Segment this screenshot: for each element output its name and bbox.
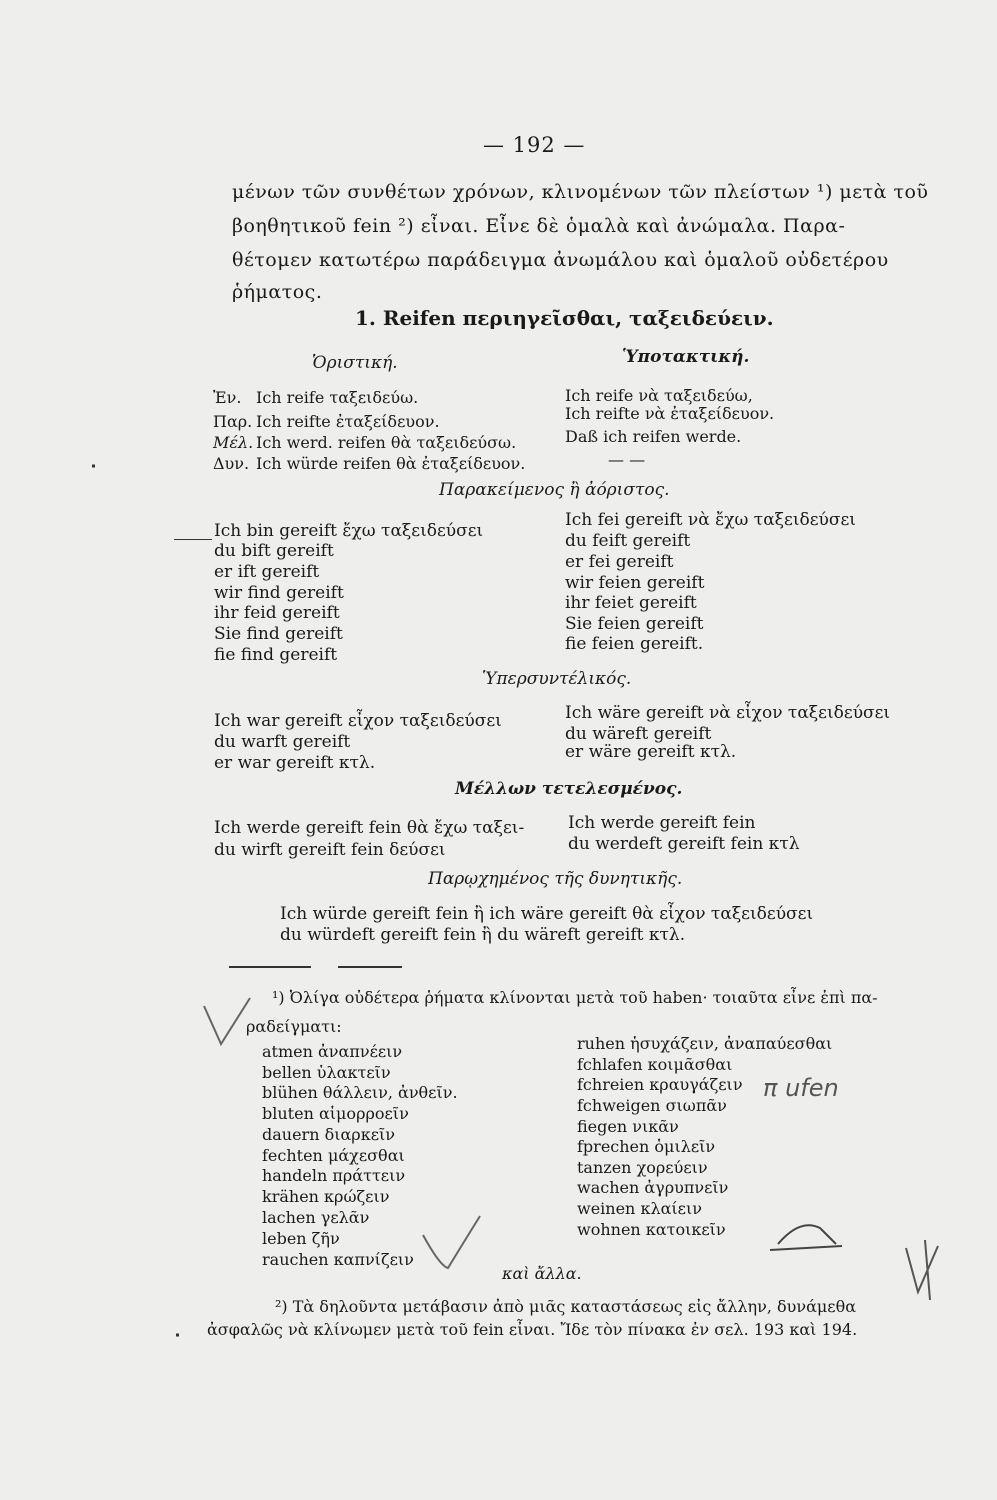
perfect-left-line-4: wir find gereift xyxy=(214,583,344,603)
verb-left-5: dauern διαρκεῖν xyxy=(262,1125,395,1144)
perfect-left-line-3: er ift gereift xyxy=(214,562,320,582)
tense-right-conditional: — — xyxy=(608,450,646,469)
verb-right-2: fchlafen κοιμᾶσθαι xyxy=(577,1055,733,1074)
verb-right-3: fchreien κραυγάζειν xyxy=(577,1075,743,1094)
perfect-right-line-3: er fei gereift xyxy=(565,552,674,572)
tense-left-present: Ich reife ταξειδεύω. xyxy=(256,388,419,407)
tense-right-past: Ich reifte νὰ ἐταξείδευον. xyxy=(565,404,775,423)
perfect-left-line-6: Sie find gereift xyxy=(214,624,343,644)
intro-line-3: θέτομεν κατωτέρω παράδειγμα ἀνωμάλου καὶ ὁμαλοῦ οὐδετέρου xyxy=(232,249,889,271)
perfect-right-line-1: Ich fei gereift νὰ ἔχω ταξειδεύσει xyxy=(565,510,856,530)
footnote2-line-2: ἀσφαλῶς νὰ κλίνωμεν μετὰ τοῦ fein εἶναι. Ἴδε τὸν πίνακα ἐν σελ. 193 καὶ 194. xyxy=(207,1320,858,1339)
perfect-right-line-5: ihr feiet gereift xyxy=(565,593,697,613)
conditional-line-1: Ich würde gereift fein ἢ ich wäre gereift θὰ εἶχον ταξειδεύσει xyxy=(280,904,814,924)
checkmark-icon xyxy=(423,1216,480,1268)
tense-tag-present: Ἐν. xyxy=(213,388,242,407)
pluperfect-right-line-2: du wäreft gereift xyxy=(565,724,712,744)
footnote1-intro-line-2: ραδείγματι: xyxy=(246,1017,342,1036)
footnote-kai-alla: καὶ ἄλλα. xyxy=(502,1264,582,1283)
checkmark-icon xyxy=(204,998,250,1044)
future-perfect-right-line-1: Ich werde gereift fein xyxy=(568,813,756,833)
future-perfect-left-line-1: Ich werde gereift fein θὰ ἔχω ταξει- xyxy=(214,818,525,838)
perfect-left-line-2: du bift gereift xyxy=(214,541,334,561)
tense-left-conditional: Ich würde reifen θὰ ἐταξείδευον. xyxy=(256,454,526,473)
scribble-icon xyxy=(770,1225,842,1250)
intro-line-1: μένων τῶν συνθέτων χρόνων, κλινομένων τῶν πλείστων ¹) μετὰ τοῦ xyxy=(232,181,929,203)
verb-right-10: wohnen κατοικεῖν xyxy=(577,1220,726,1239)
future-perfect-right-line-2: du werdeft gereift fein κτλ xyxy=(568,834,800,854)
tense-left-past: Ich reifte ἐταξείδευον. xyxy=(256,412,440,431)
section-title: 1. Reifen περιηγεῖσθαι, ταξειδεύειν. xyxy=(355,306,774,330)
pluperfect-left-line-2: du warft gereift xyxy=(214,732,351,752)
verb-right-9: weinen κλαίειν xyxy=(577,1199,702,1218)
verb-left-3: blühen θάλλειν, ἀνθεῖν. xyxy=(262,1083,458,1102)
verb-left-7: handeln πράττειν xyxy=(262,1166,406,1185)
verb-left-9: lachen γελᾶν xyxy=(262,1208,370,1227)
tense-tag-conditional: Δυν. xyxy=(213,454,250,473)
heading-conditional-past: Παρῳχημένος τῆς δυνητικῆς. xyxy=(428,869,683,889)
pluperfect-left-line-3: er war gereift κτλ. xyxy=(214,753,376,773)
future-perfect-left-line-2: du wirft gereift fein δεύσει xyxy=(214,840,446,860)
footnote1-intro-line-1: ¹) Ὀλίγα οὐδέτερα ῥήματα κλίνονται μετὰ τοῦ haben· τοιαῦτα εἶνε ἐπὶ πα- xyxy=(272,988,878,1007)
heading-perfect: Παρακείμενος ἢ ἀόριστος. xyxy=(439,480,670,500)
verb-left-2: bellen ὑλακτεῖν xyxy=(262,1063,391,1082)
tense-right-future: Daß ich reifen werde. xyxy=(565,427,742,446)
verb-right-5: fiegen νικᾶν xyxy=(577,1117,679,1136)
verb-right-8: wachen ἀγρυπνεῖν xyxy=(577,1178,729,1197)
tense-tag-future: Μέλ. xyxy=(213,433,254,452)
intro-line-2: βοηθητικοῦ fein ²) εἶναι. Εἶνε δὲ ὁμαλὰ καὶ ἀνώμαλα. Παρα- xyxy=(232,215,846,237)
verb-left-4: bluten αἱμορροεῖν xyxy=(262,1104,409,1123)
pluperfect-left-line-1: Ich war gereift εἶχον ταξειδεύσει xyxy=(214,711,502,731)
tense-right-present: Ich reife νὰ ταξειδεύω, xyxy=(565,386,753,405)
tense-left-future: Ich werd. reifen θὰ ταξειδεύσω. xyxy=(256,433,517,452)
verb-left-11: rauchen καπνίζειν xyxy=(262,1250,414,1269)
verb-left-1: atmen ἀναπνέειν xyxy=(262,1042,403,1061)
scribble-icon xyxy=(906,1240,938,1300)
perfect-left-line-7: fie find gereift xyxy=(214,645,338,665)
heading-future-perfect: Μέλλων τετελεσμένος. xyxy=(455,779,683,799)
handwritten-note: π ufen xyxy=(763,1074,839,1102)
footnote2-line-1: ²) Τὰ δηλοῦντα μετάβασιν ἀπὸ μιᾶς καταστάσεως εἰς ἄλλην, δυνάμεθα xyxy=(275,1297,856,1316)
verb-right-6: fprechen ὁμιλεῖν xyxy=(577,1137,716,1156)
verb-left-8: krähen κρώζειν xyxy=(262,1187,390,1206)
intro-line-4: ῥήματος. xyxy=(232,281,323,303)
pluperfect-right-line-1: Ich wäre gereift νὰ εἶχον ταξειδεύσει xyxy=(565,703,891,723)
page-number: — 192 — xyxy=(483,133,586,157)
perfect-right-line-7: fie feien gereift. xyxy=(565,634,704,654)
tense-tag-past: Παρ. xyxy=(213,412,253,431)
perfect-right-line-4: wir feien gereift xyxy=(565,573,705,593)
pluperfect-right-line-3: er wäre gereift κτλ. xyxy=(565,742,737,762)
verb-right-4: fchweigen σιωπᾶν xyxy=(577,1096,727,1115)
perfect-left-line-1: Ich bin gereift ἔχω ταξειδεύσει xyxy=(214,521,484,541)
conditional-line-2: du würdeft gereift fein ἢ du wäreft gereift κτλ. xyxy=(280,925,686,945)
heading-subjunctive: Ὑποτακτική. xyxy=(622,347,750,367)
heading-pluperfect: Ὑπερσυντέλικός. xyxy=(482,669,632,689)
verb-left-6: fechten μάχεσθαι xyxy=(262,1146,405,1165)
perfect-right-line-2: du feift gereift xyxy=(565,531,691,551)
perfect-left-line-5: ihr feid gereift xyxy=(214,603,340,623)
verb-right-7: tanzen χορεύειν xyxy=(577,1158,708,1177)
heading-indicative: Ὁριστική. xyxy=(312,353,398,373)
verb-right-1: ruhen ἡσυχάζειν, ἀναπαύεσθαι xyxy=(577,1034,833,1053)
verb-left-10: leben ζῆν xyxy=(262,1229,340,1248)
perfect-right-line-6: Sie feien gereift xyxy=(565,614,704,634)
